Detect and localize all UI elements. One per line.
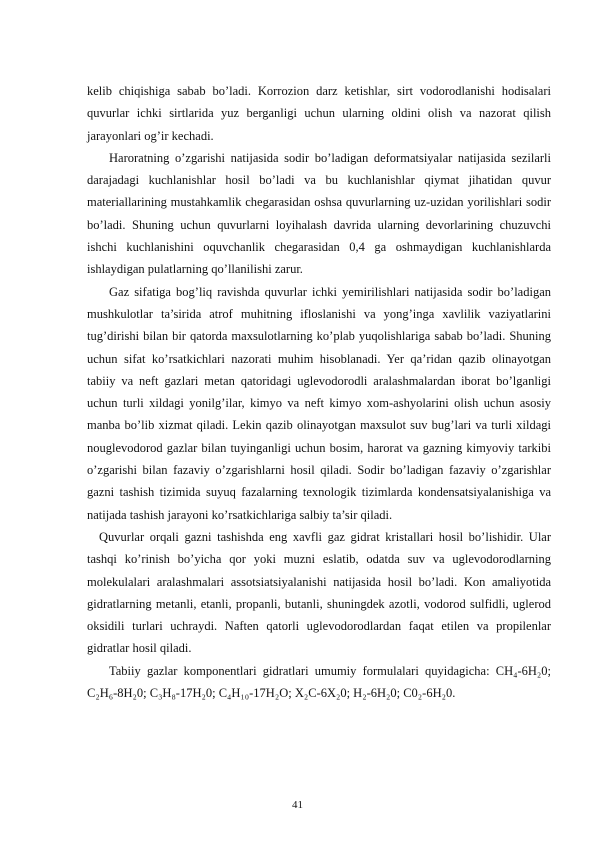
page-number: 41 — [292, 799, 303, 811]
paragraph-temperature: Haroratning o’zgarishi natijasida sodir bo’ladigan deformatsiyalar natijasida sezilarli darajadagi kuchlanishlar hosil bo’ladi va bu kuchlanishlar qiymat jihatidan quvur materiallarining mustahkamlik chegarasidan oshsa quvurlarning uz-uzidan yorilishlari sodir bo’ladi. Shuning uchun quvurlarni loyihalash davrida ularning devorlarining chuzuvchi ishchi kuchlanishini oquvchanlik chegarasidan 0,4 ga oshmaydigan kuchlanishlarda ishlaydigan pulatlarning qo’llanilishi zarur. — [87, 150, 551, 277]
body-text — [87, 80, 551, 704]
paragraph-gas-hydrates: Quvurlar orqali gazni tashishda eng xavfli gaz gidrat kristallari hosil bo’lishidir. Ular tashqi ko’rinish bo’yicha qor yoki muzni eslatib, odatda suv va uglevodorodlarning molekulalari aralashmalari assotsiatsiyalanishi natijasida hosil bo’ladi. Kon amaliyotida gidratlarning metanli, etanli, propanli, butanli, shuningdek azotli, vodorod sulfidli, uglerod oksidili turlari uchraydi. Naften qatorli uglevodorodlardan faqat etilen va propilenlar gidratlar hosil qiladi. — [87, 529, 551, 656]
paragraph-corrosion: kelib chiqishiga sabab bo’ladi. Korrozion darz ketishlar, sirt vodorodlanishi hodisalari quvurlar ichki sirtlarida yuz berganligi uchun ularning oldini olish va nazorat qilish jarayonlari og’ir kechadi. — [87, 84, 551, 143]
paragraph-hydrate-formulas: Tabiiy gazlar komponentlari gidratlari umumiy formulalari quyidagicha: CH₄-6H₂0; C₂H₆-8H₂0; C₃H₈-17H₂0; C₄H₁₀-17H₂O; X₂C-6X₂0; H₂-6H₂0; C0₂-6H₂0. — [87, 663, 551, 701]
paragraph-gas-quality: Gaz sifatiga bog’liq ravishda quvurlar ichki yemirilishlari natijasida sodir bo’ladigan mushkulotlar ta’sirida atrof muhitning ifloslanishi va yong’inga xavlilik vaziyatlarini tug’dirishi bilan bir qatorda maxsulotlarning ko’plab yuqolishlariga sabab bo’ladi. Shuning uchun sifat ko’rsatkichlari nazorati muhim hisoblanadi. Yer qa’ridan qazib olinayotgan tabiiy va neft gazlari metan qatoridagi uglevodorodli aralashmalardan iborat bo’lganligi uchun turli xildagi yonilg’ilar, kimyo va neft kimyo xom-ashyolarini olish uchun asosiy manba bo’lib xizmat qiladi. Lekin qazib olinayotgan maxsulot suv bug’lari va turli xildagi nouglevodorod gazlar bilan tuyinganligi uchun bosim, harorat va gazning kimyoviy tarkibi o’zgarishi bilan fazaviy o’zgarishlarni hosil qiladi. Sodir bo’ladigan fazaviy o’zgarishlar gazni tashish tizimida suyuq fazalarning texnologik tizimlarda kondensatsiyalanishiga va natijada tashish jarayoni ko’rsatkichlariga salbiy ta’sir qiladi. — [87, 284, 551, 522]
